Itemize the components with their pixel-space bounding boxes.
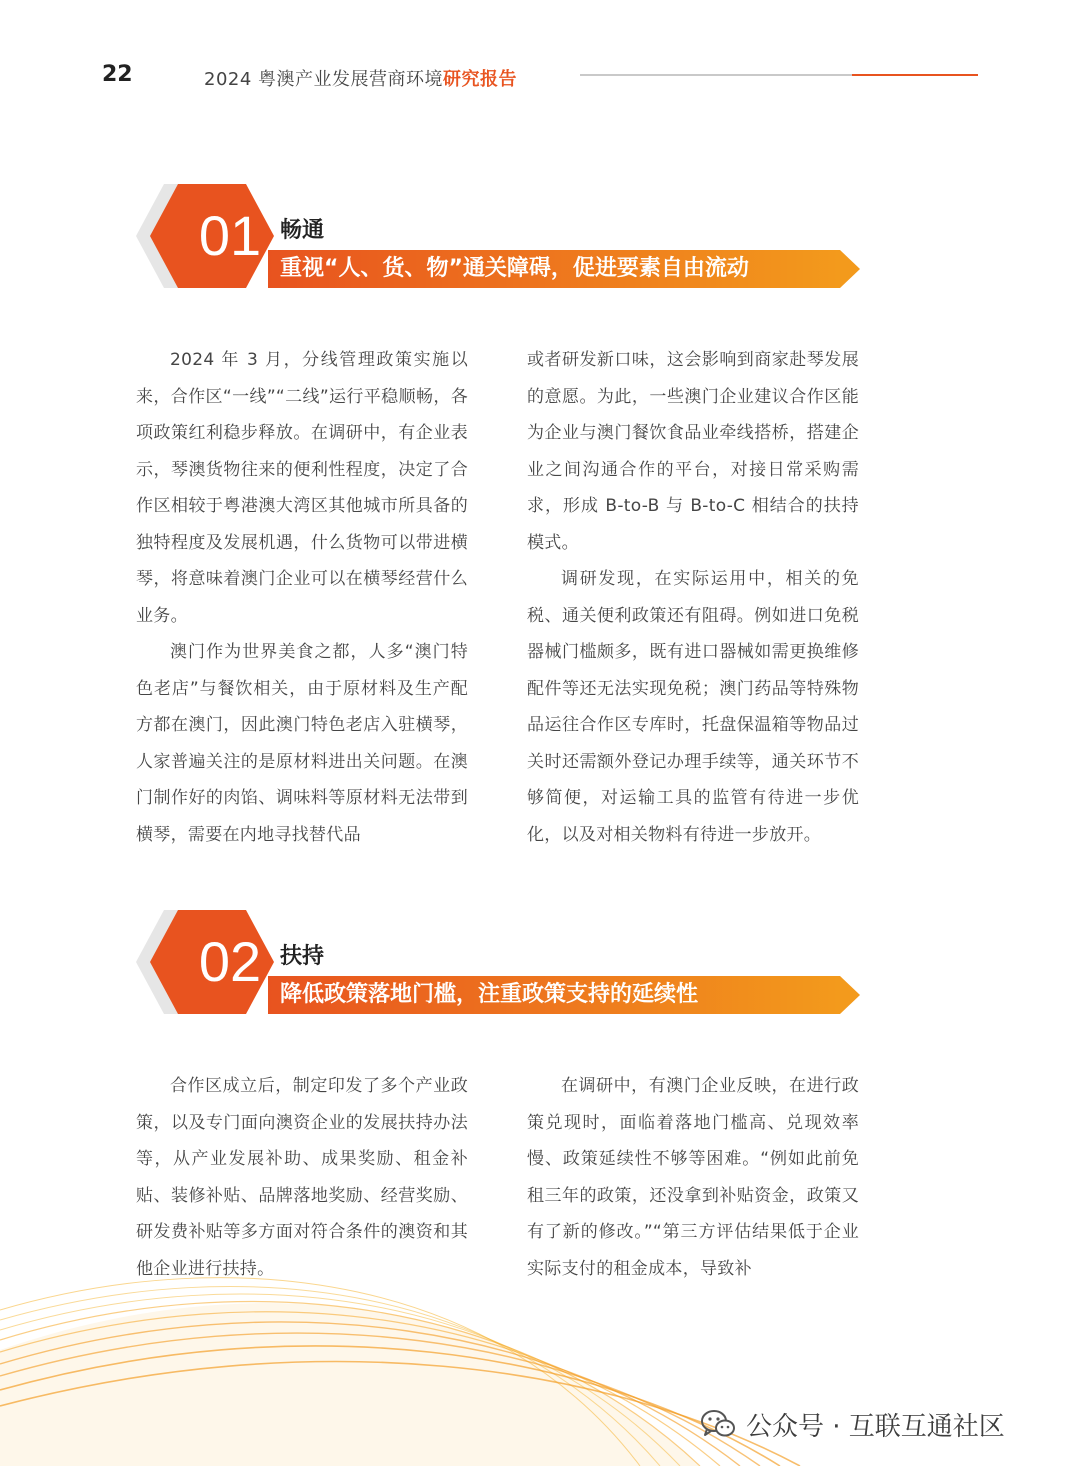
- section-02-right-column: [527, 1068, 859, 1287]
- section-keyword: 畅通: [280, 218, 325, 243]
- paragraph: 在调研中，有澳门企业反映，在进行政策兑现时，面临着落地门槛高、兑现效率慢、政策延续性不够等困难。“例如此前免租三年的政策，还没拿到补贴资金，政策又有了新的修改。”“第三方评估结果低于企业实际支付的租金成本，导致补: [527, 1076, 859, 1279]
- section-banner-02: [136, 910, 860, 1014]
- report-title-accent: 研究报告: [443, 69, 518, 90]
- paragraph: 调研发现，在实际运用中，相关的免税、通关便利政策还有阻碍。例如进口免税器械门槛颇多，既有进口器械如需更换维修配件等还无法实现免税；澳门药品等特殊物品运往合作区专库时，托盘保温箱等物品过关时还需额外登记办理手续等，通关环节不够简便，对运输工具的监管有待进一步优化，以及对相关物料有待进一步放开。: [527, 569, 859, 845]
- section-01-right-column: [527, 342, 859, 853]
- section-01-left-column: [136, 342, 468, 853]
- section-headline: 重视“人、货、物”通关障碍，促进要素自由流动: [280, 256, 749, 281]
- wechat-watermark: [700, 1404, 1005, 1444]
- paragraph: 合作区成立后，制定印发了多个产业政策，以及专门面向澳资企业的发展扶持办法等，从产业发展补助、成果奖励、租金补贴、装修补贴、品牌落地奖励、经营奖励、研发费补贴等多方面对符合条件的澳资和其他企业进行扶持。: [136, 1076, 468, 1279]
- wechat-icon: [700, 1408, 736, 1440]
- headline-bar-arrow: [840, 250, 860, 288]
- report-title-prefix: 2024 粤澳产业发展营商环境: [204, 69, 444, 90]
- header-rule-gray: [580, 74, 852, 76]
- section-keyword: 扶持: [280, 944, 325, 969]
- paragraph: 或者研发新口味，这会影响到商家赴琴发展的意愿。为此，一些澳门企业建议合作区能为企业与澳门餐饮食品业牵线搭桥，搭建企业之间沟通合作的平台，对接日常采购需求，形成 B-to-B 与 B-to-C 相结合的扶持模式。: [527, 350, 859, 553]
- watermark-text: 公众号 · 互联互通社区: [746, 1411, 1005, 1442]
- section-02-left-column: [136, 1068, 468, 1287]
- section-number: 02: [198, 930, 262, 993]
- section-number: 01: [198, 204, 262, 267]
- report-title: [204, 65, 517, 91]
- paragraph: 澳门作为世界美食之都，人多“澳门特色老店”与餐饮相关，由于原材料及生产配方都在澳门，因此澳门特色老店入驻横琴，人家普遍关注的是原材料进出关问题。在澳门制作好的肉馅、调味料等原材料无法带到横琴，需要在内地寻找替代品: [136, 642, 468, 845]
- page-number: 22: [102, 62, 133, 87]
- paragraph: 2024 年 3 月，分线管理政策实施以来，合作区“一线”“二线”运行平稳顺畅，各项政策红利稳步释放。在调研中，有企业表示，琴澳货物往来的便利性程度，决定了合作区相较于粤港澳大湾区其他城市所具备的独特程度及发展机遇，什么货物可以带进横琴，将意味着澳门企业可以在横琴经营什么业务。: [136, 350, 468, 626]
- header-rule-orange: [852, 74, 978, 76]
- section-banner-01: [136, 184, 860, 288]
- headline-bar-arrow: [840, 976, 860, 1014]
- section-headline: 降低政策落地门槛，注重政策支持的延续性: [280, 982, 699, 1007]
